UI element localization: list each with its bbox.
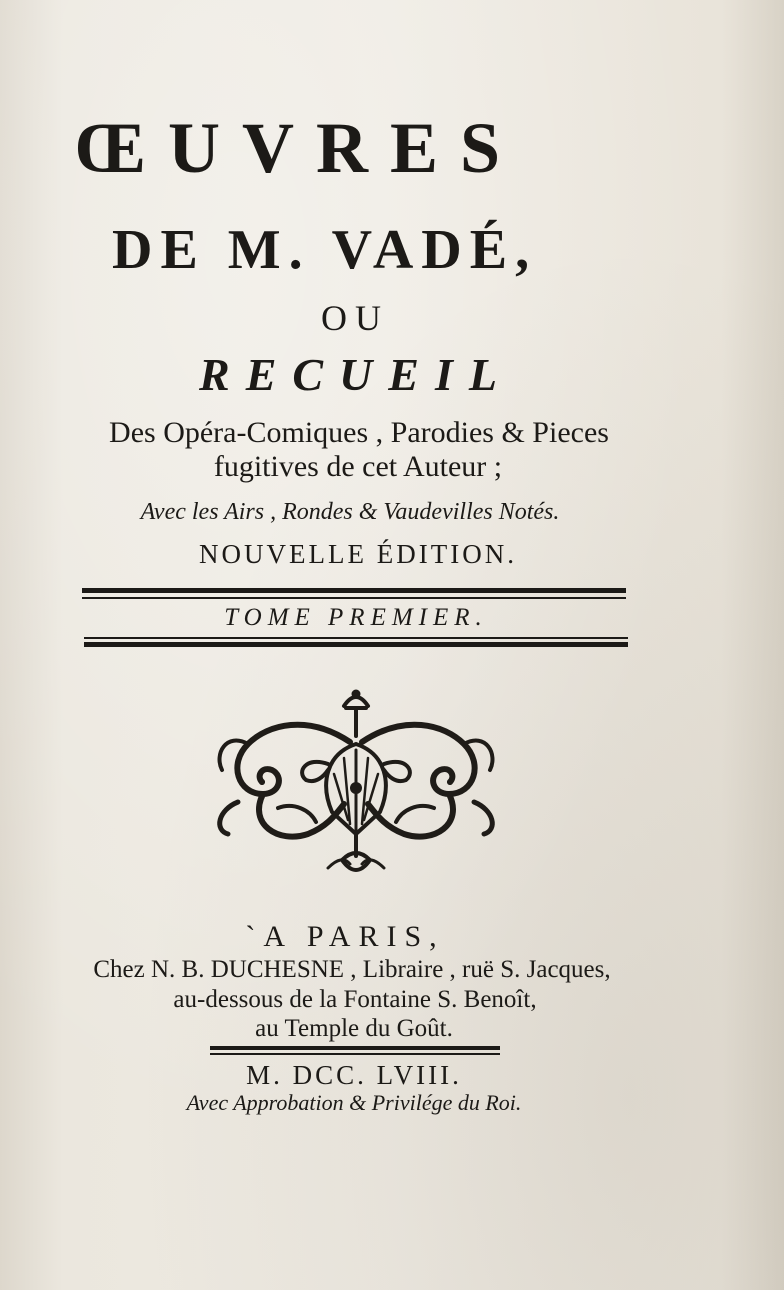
description-line-1: Des Opéra-Comiques , Parodies & Pieces	[109, 416, 609, 449]
thick-rule-top	[82, 588, 626, 593]
edition-statement: NOUVELLE ÉDITION.	[199, 539, 517, 569]
imprint-date: M. DCC. LVIII.	[246, 1060, 462, 1090]
author-line: DE M. VADÉ,	[112, 219, 538, 281]
fleuron-ornament-icon	[208, 684, 504, 882]
volume-statement: TOME PREMIER.	[224, 604, 488, 631]
imprint-publisher: Chez N. B. DUCHESNE , Libraire , ruë S. Jacques,	[93, 956, 611, 983]
thick-rule-bottom	[84, 642, 628, 647]
imprint-address: au-dessous de la Fontaine S. Benoît,	[173, 986, 537, 1013]
music-note: Avec les Airs , Rondes & Vaudevilles Notés.	[140, 499, 560, 525]
thin-rule-bottom	[84, 637, 628, 639]
description-line-2: fugitives de cet Auteur ;	[213, 450, 503, 483]
imprint-privilege: Avec Approbation & Privilége du Roi.	[186, 1090, 522, 1115]
subtitle: RECUEIL	[199, 349, 513, 400]
book-title: ŒUVRES	[74, 108, 523, 188]
conjunction: OU	[321, 298, 389, 338]
imprint-city: `A PARIS,	[245, 920, 445, 953]
imprint-sign: au Temple du Goût.	[255, 1015, 453, 1042]
thin-rule-top	[82, 597, 626, 599]
imprint-rule-thin	[210, 1053, 500, 1055]
imprint-rule-thick	[210, 1046, 500, 1050]
